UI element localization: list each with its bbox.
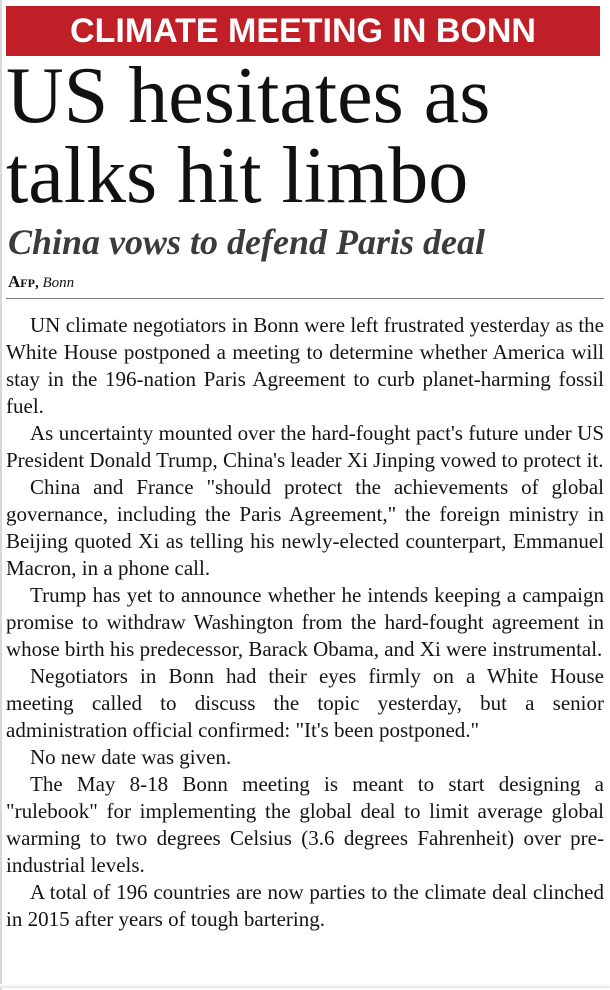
scan-edge — [0, 0, 2, 990]
article-body — [6, 312, 604, 933]
headline-line-2: talks hit limbo — [6, 132, 469, 220]
scan-bottom-edge — [0, 984, 610, 988]
paragraph-6: No new date was given. — [30, 745, 232, 769]
paragraph-5: Negotiators in Bonn had their eyes firmly on a White House meeting called to discuss the topic yesterday, but a senior administration official confirmed: "It's been postponed." — [6, 664, 604, 742]
paragraph-4: Trump has yet to announce whether he intends keeping a campaign promise to withdraw Washington from the hard-fought agreement in whose birth his predecessor, Barack Obama, and Xi were instrumental. — [6, 583, 604, 661]
section-kicker: CLIMATE MEETING IN BONN — [6, 6, 600, 56]
paragraph-2: As uncertainty mounted over the hard-fought pact's future under US President Donald Trump, China's leader Xi Jinping vowed to protect it. — [6, 421, 604, 472]
subheadline: China vows to defend Paris deal — [8, 222, 486, 262]
byline: Afp, Bonn — [8, 272, 75, 291]
byline-divider — [6, 298, 604, 299]
paragraph-1: UN climate negotiators in Bonn were left frustrated yesterday as the White House postponed a meeting to determine whether America will stay in the 196-nation Paris Agreement to curb planet-harming fossil fuel. — [6, 313, 604, 418]
byline-agency: Afp — [8, 272, 35, 291]
headline — [6, 52, 606, 220]
paragraph-3: China and France "should protect the achievements of global governance, including the Paris Agreement," the foreign ministry in Beijing quoted Xi as telling his newly-elected counterpart, Emmanuel Macron, in a phone call. — [6, 475, 604, 580]
byline-dateline: Bonn — [42, 275, 75, 291]
headline-line-1: US hesitates as — [6, 52, 491, 140]
paragraph-7: The May 8-18 Bonn meeting is meant to start designing a "rulebook" for implementing the global deal to limit average global warming to two degrees Celsius (3.6 degrees Fahrenheit) over pre-industrial levels. — [6, 772, 604, 877]
paragraph-8: A total of 196 countries are now parties to the climate deal clinched in 2015 after years of tough bartering. — [6, 880, 604, 931]
